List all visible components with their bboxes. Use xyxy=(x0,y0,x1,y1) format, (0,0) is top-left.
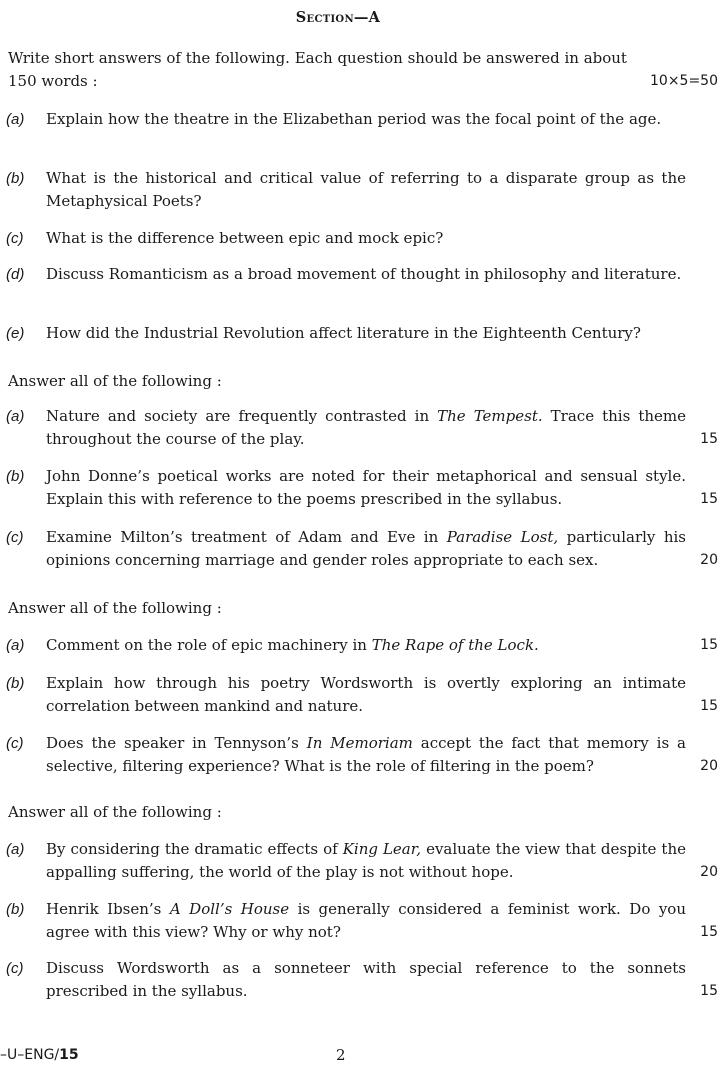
question-label: (a) xyxy=(6,637,25,654)
question-2-c: (c) Examine Milton’s treatment of Adam and Eve in Paradise Lost, particularly his opinions concerning marriage and gender roles appropriate to each sex. 20 xyxy=(6,526,720,572)
question-label: (a) xyxy=(6,841,25,858)
question-label: (c) xyxy=(6,735,24,752)
intro-line-1: Write short answers of the following. Each question should be answered in about xyxy=(8,49,627,67)
group-2-heading: Answer all of the following : xyxy=(8,372,222,390)
question-2-a: (a) Nature and society are frequently contrasted in The Tempest. Trace this theme throughout the course of the play. 15 xyxy=(6,405,720,451)
paper-code: –U–ENG/15 xyxy=(0,1047,79,1063)
question-3-a: (a) Comment on the role of epic machinery in The Rape of the Lock. 15 xyxy=(6,634,720,657)
question-label: (b) xyxy=(6,170,25,187)
question-label: (b) xyxy=(6,901,25,918)
marks: 15 xyxy=(700,637,718,653)
marks: 15 xyxy=(700,924,718,940)
question-2-b: (b) John Donne’s poetical works are noted for their metaphorical and sensual style. Explain this with reference to the poems prescribed in the syllabus. 15 xyxy=(6,465,720,511)
marks: 20 xyxy=(700,864,718,880)
question-a-4 xyxy=(6,263,720,286)
question-label: (c) xyxy=(6,960,24,977)
question-label: (a) xyxy=(6,408,25,425)
total-marks: 10×5=50 xyxy=(650,73,718,89)
question-label: (a) xyxy=(6,111,25,128)
question-3-b: (b) Explain how through his poetry Wordsworth is overtly exploring an intimate correlation between mankind and nature. 15 xyxy=(6,672,720,718)
marks: 20 xyxy=(700,552,718,568)
question-a-1 xyxy=(6,108,720,131)
marks: 15 xyxy=(700,491,718,507)
question-4-a: (a) By considering the dramatic effects of King Lear, evaluate the view that despite the appalling suffering, the world of the play is not without hope. 20 xyxy=(6,838,720,884)
question-text: Explain how the theatre in the Elizabethan period was the focal point of the age. xyxy=(46,110,662,128)
question-label: (e) xyxy=(6,325,25,342)
marks: 15 xyxy=(700,698,718,714)
question-label: (b) xyxy=(6,675,25,692)
question-label: (c) xyxy=(6,529,24,546)
group-4-heading: Answer all of the following : xyxy=(8,803,222,821)
question-a-2 xyxy=(6,167,720,213)
group-3-heading: Answer all of the following : xyxy=(8,599,222,617)
section-title: Section—A xyxy=(295,9,381,26)
intro-line-2: 150 words : xyxy=(8,72,98,90)
question-label: (d) xyxy=(6,266,25,283)
question-3-c: (c) Does the speaker in Tennyson’s In Memoriam accept the fact that memory is a selective, filtering experience? What is the role of filtering in the poem? 20 xyxy=(6,732,720,778)
marks: 20 xyxy=(700,758,718,774)
marks: 15 xyxy=(700,983,718,999)
question-text: Discuss Romanticism as a broad movement of thought in philosophy and literature. xyxy=(46,265,682,283)
question-text: What is the difference between epic and mock epic? xyxy=(46,229,444,247)
question-a-3 xyxy=(6,227,720,250)
question-label: (b) xyxy=(6,468,25,485)
question-a-5 xyxy=(6,322,720,345)
question-4-b: (b) Henrik Ibsen’s A Doll’s House is generally considered a feminist work. Do you agree with this view? Why or why not? 15 xyxy=(6,898,720,944)
intro-instructions xyxy=(8,47,718,93)
question-label: (c) xyxy=(6,230,24,247)
question-4-c: (c) Discuss Wordsworth as a sonneteer with special reference to the sonnets prescribed in the syllabus. 15 xyxy=(6,957,720,1003)
page-number: 2 xyxy=(336,1046,346,1064)
question-text: How did the Industrial Revolution affect literature in the Eighteenth Century? xyxy=(46,324,641,342)
question-text: What is the historical and critical value of referring to a disparate group as the Metaphysical Poets? xyxy=(46,169,686,210)
marks: 15 xyxy=(700,431,718,447)
